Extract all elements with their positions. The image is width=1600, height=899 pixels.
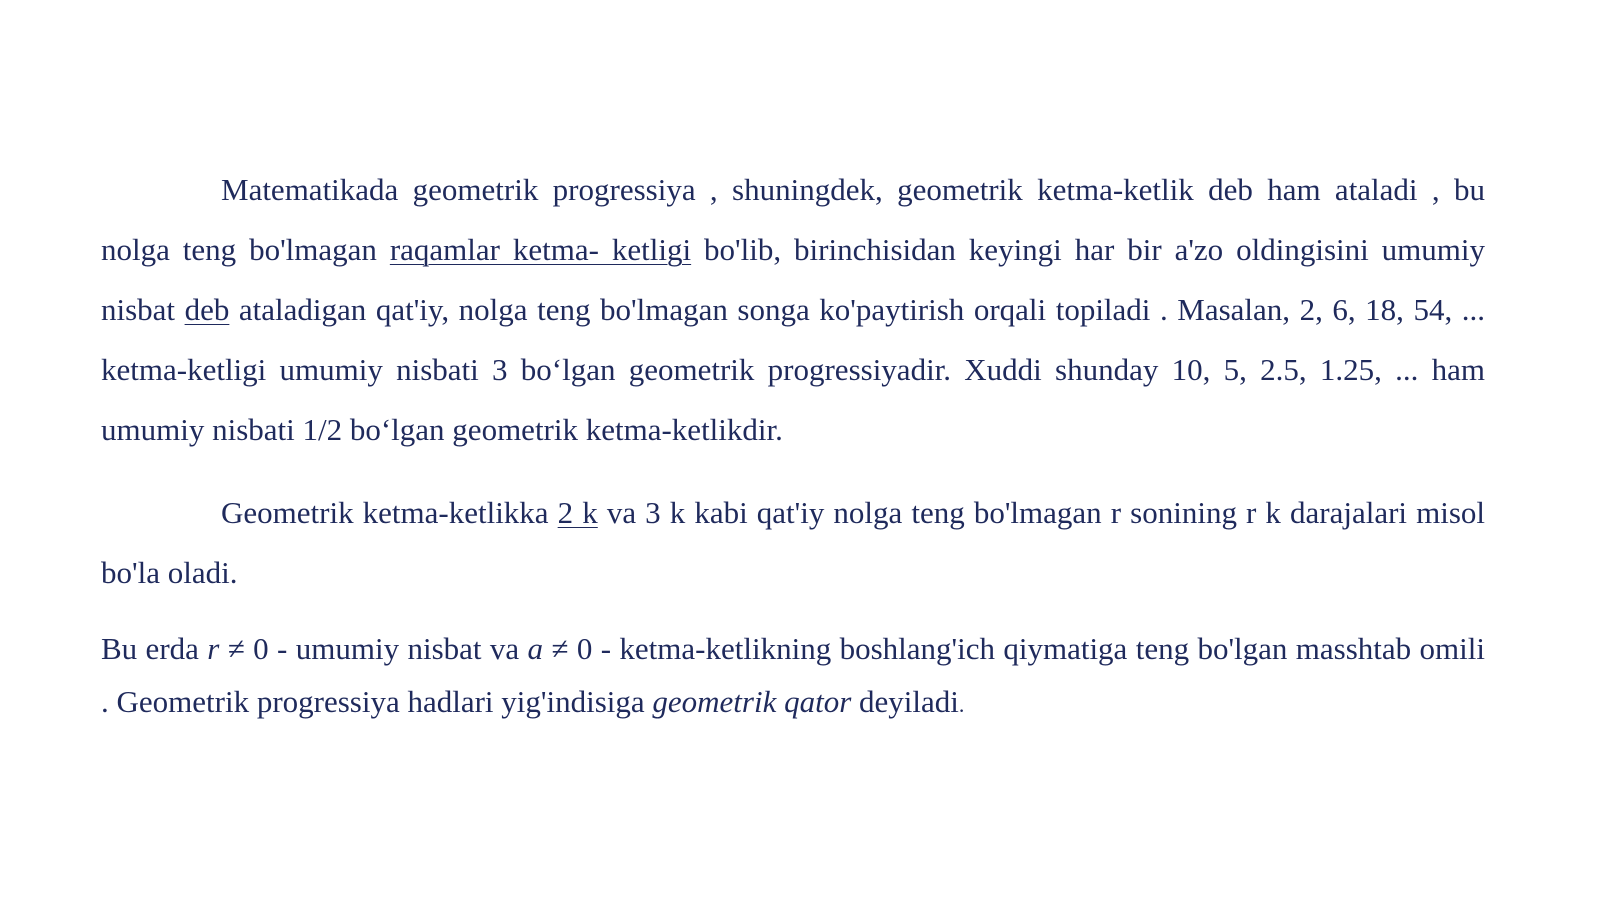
variable-r: r: [207, 631, 220, 666]
paragraph-text: bo'lib, birinchisidan keyingi har bir a'zo oldingisini umumiy nisbat: [101, 232, 1485, 327]
paragraph-formula-note: [101, 622, 1485, 731]
paragraph-text: Bu erda: [101, 631, 208, 666]
paragraph-example: [101, 483, 1485, 603]
paragraph-text: ataladigan qat'iy, nolga teng bo'lmagan songa ko'paytirish orqali topiladi . Masalan, 2, 6, 18, 54, ... ketma-ketligi umumiy nisbati 3 bo‘lgan geometrik progressiyadir. Xuddi shunday 10, 5, 2.5, 1.25, ... ham umumiy nisbati 1/2 bo‘lgan geometrik ketma-ketlikdir.: [101, 292, 1485, 447]
sequence-link[interactable]: raqamlar ketma- ketligi: [389, 232, 692, 267]
paragraph-text: ≠ 0 - umumiy nisbat va: [219, 631, 528, 666]
paragraph-end-dot: .: [958, 692, 965, 717]
common-ratio-link[interactable]: deb: [184, 292, 230, 327]
paragraph-text: ≠ 0 - ketma-ketlikning boshlang'ich qiymatiga teng bo'lgan masshtab omili . Geometrik progressiya hadlari yig'indisiga: [101, 631, 1486, 719]
paragraph-text: Geometrik ketma-ketlikka: [221, 495, 558, 530]
paragraph-text: Matematikada geometrik progressiya , shuningdek, geometrik ketma-ketlik deb ham ataladi , bu nolga teng bo'lmagan: [101, 172, 1485, 267]
paragraph-definition: [101, 160, 1485, 460]
paragraph-text: va 3 k kabi qat'iy nolga teng bo'lmagan r sonining r k darajalari misol bo'la oladi.: [101, 495, 1486, 590]
variable-a: a: [527, 631, 544, 666]
power-link[interactable]: 2 k: [557, 495, 598, 530]
paragraph-text: deyiladi: [851, 684, 959, 719]
geometric-series-term: geometrik qator: [652, 684, 852, 719]
